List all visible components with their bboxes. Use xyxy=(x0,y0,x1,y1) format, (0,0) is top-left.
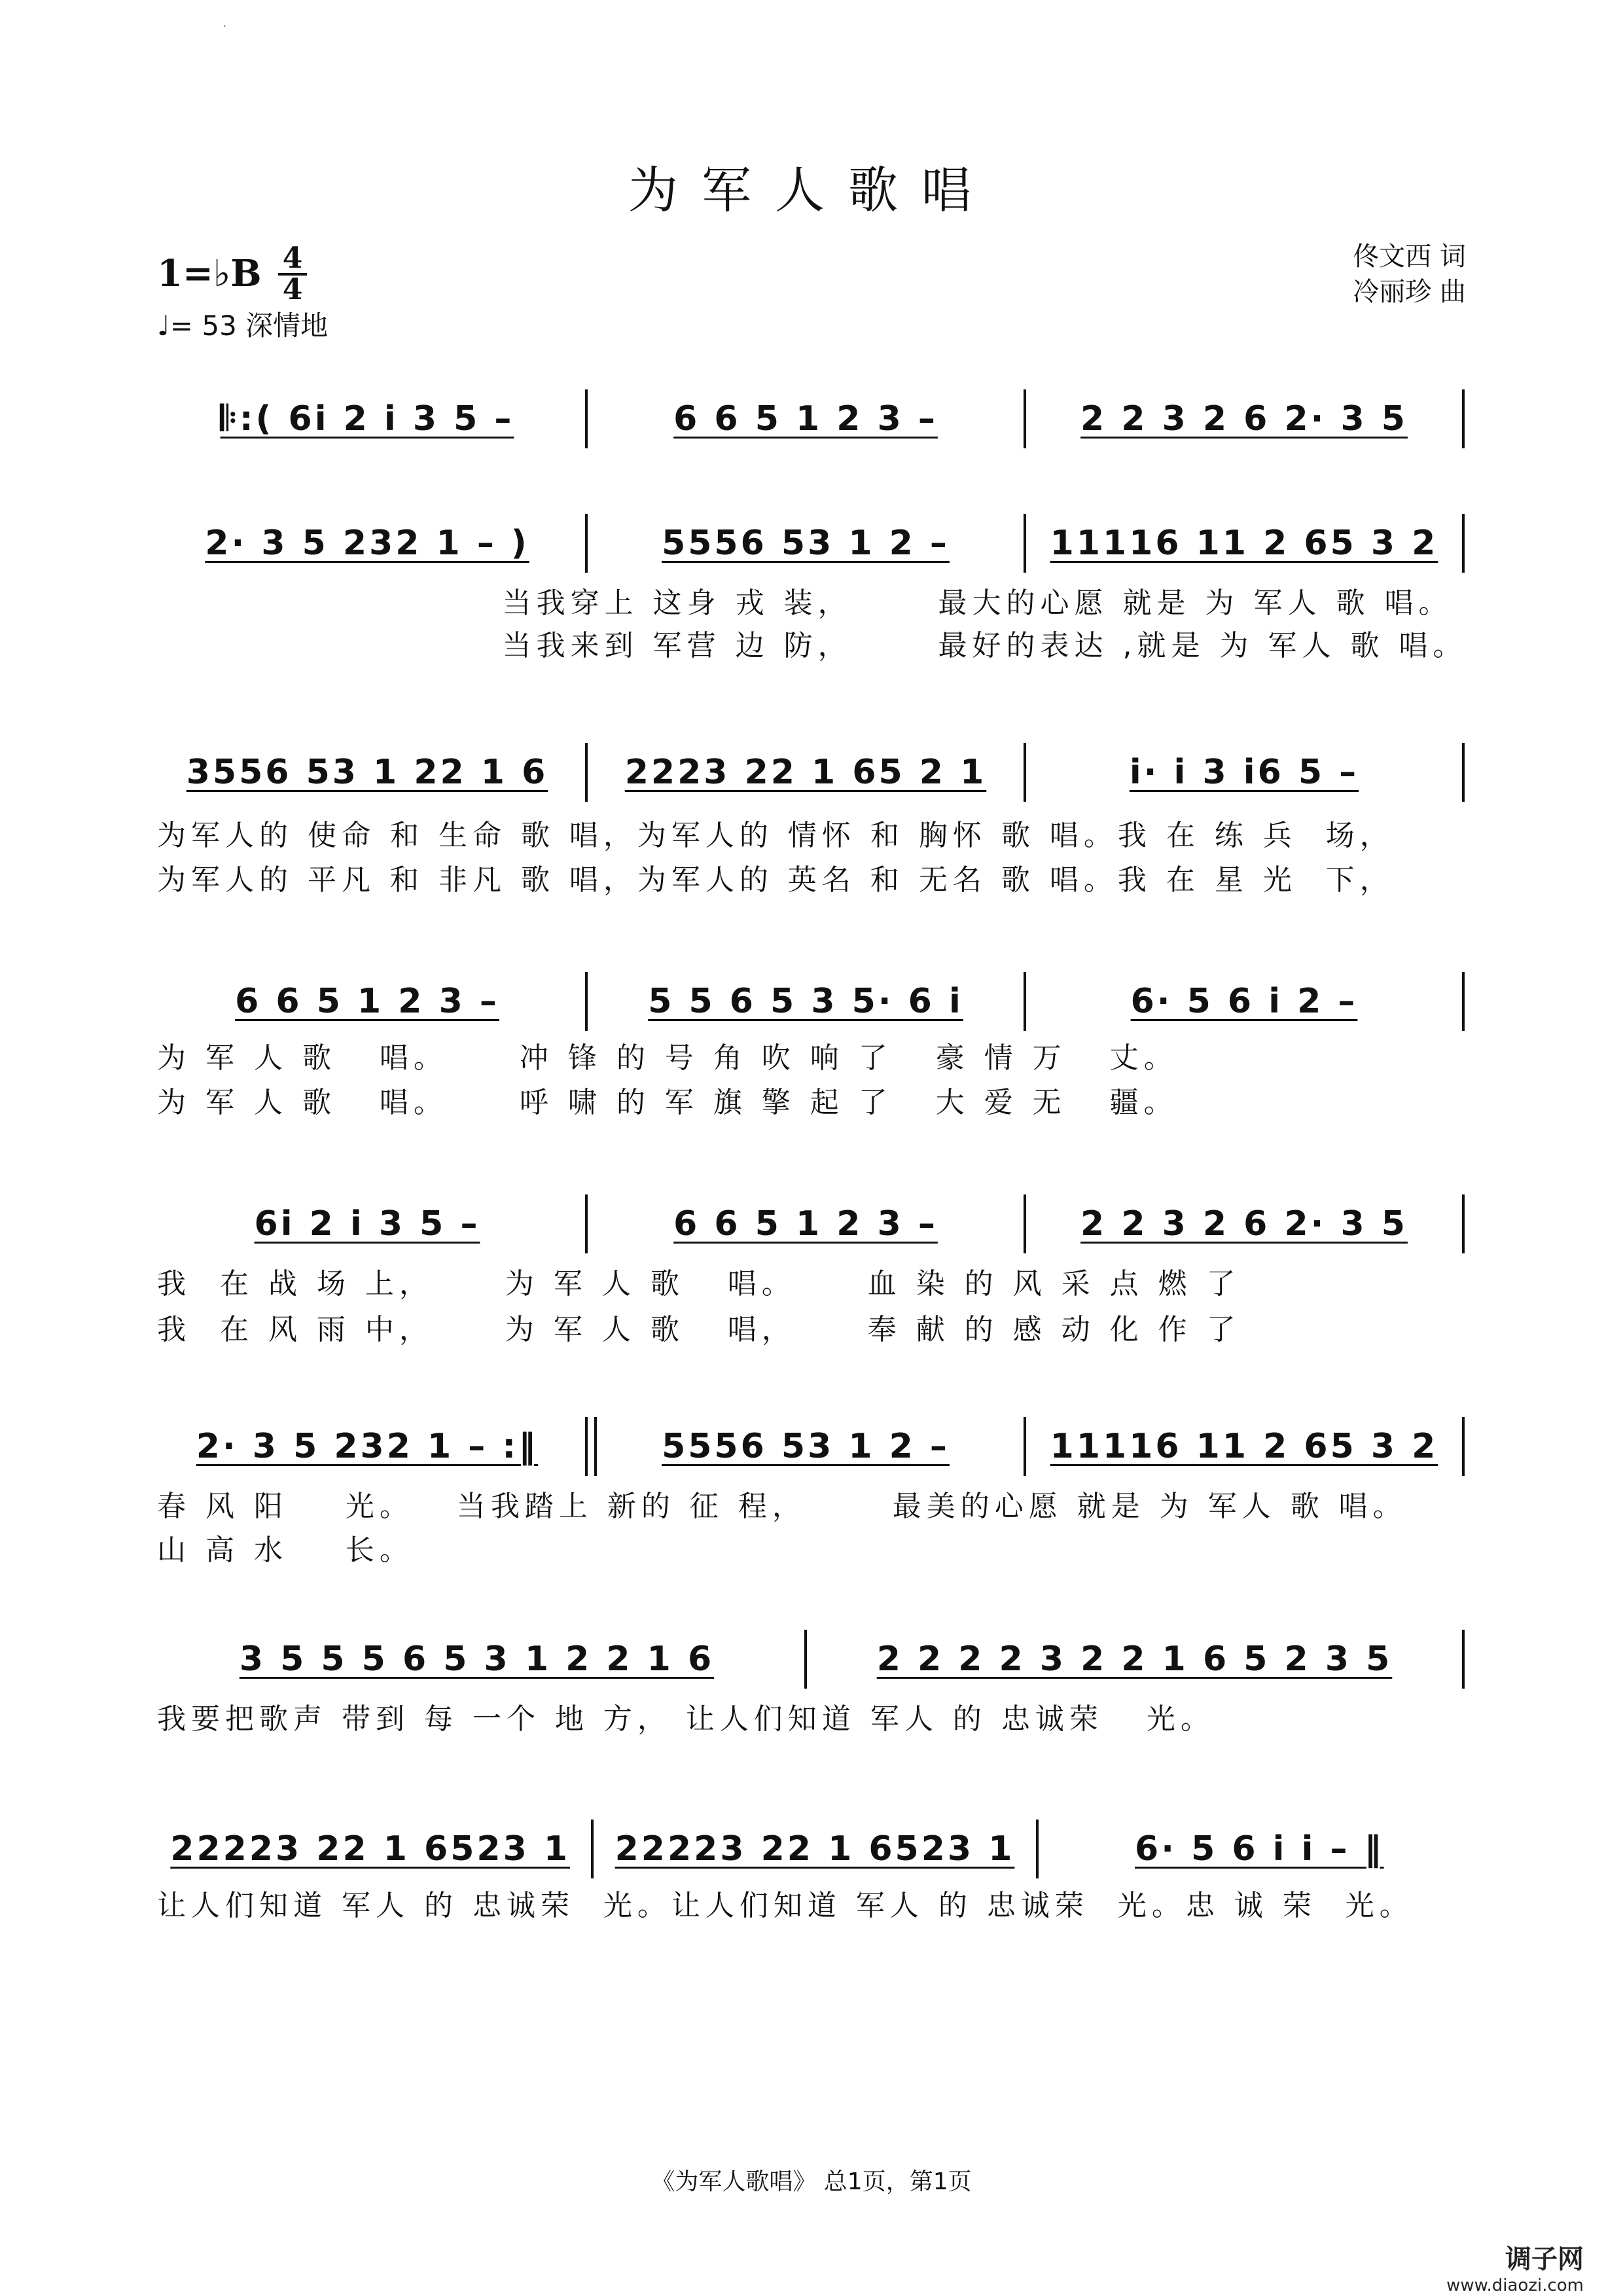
notation-row xyxy=(157,1626,1472,1692)
corner-mark: · xyxy=(223,18,227,34)
lyricist-credit: 佟文西 词 xyxy=(1353,242,1466,272)
barline xyxy=(591,1820,594,1878)
page-footer: 《为军人歌唱》 总1页，第1页 xyxy=(651,2168,972,2195)
barline xyxy=(1462,1194,1465,1253)
barline xyxy=(1462,1630,1465,1689)
barline xyxy=(585,1194,588,1253)
barline xyxy=(1462,1417,1465,1476)
measure: 2223 22 1 65 2 1 xyxy=(624,753,987,792)
measure: 22223 22 1 6523 1 xyxy=(615,1829,1015,1869)
site-watermark xyxy=(1446,2238,1584,2295)
measure: 6i 2 i 3 5 – xyxy=(254,1204,480,1244)
measure: 6 6 5 1 2 3 – xyxy=(673,399,938,439)
measure: 6· 5 6 i 2 – xyxy=(1130,982,1358,1021)
notation-row xyxy=(157,1191,1472,1257)
measure: 5556 53 1 2 – xyxy=(662,1427,950,1466)
barline xyxy=(1024,972,1026,1031)
song-title: 为军人歌唱 xyxy=(628,161,995,219)
barline xyxy=(1462,389,1465,448)
barline xyxy=(585,743,588,802)
lyric-verse-1: 为 军 人 歌 唱。 冲 锋 的 号 角 吹 响 了 豪 情 万 丈。 xyxy=(157,1041,1178,1075)
measure: 11116 11 2 65 3 2 xyxy=(1050,1427,1438,1466)
lyric-verse-2: 为 军 人 歌 唱。 呼 啸 的 军 旗 擎 起 了 大 爱 无 疆。 xyxy=(157,1086,1178,1119)
repeat-end-barline xyxy=(585,1417,588,1476)
tempo-marking: ♩= 53 深情地 xyxy=(157,310,329,342)
barline xyxy=(585,389,588,448)
time-signature xyxy=(278,242,307,306)
barline xyxy=(1462,514,1465,573)
lyric-verse-2: 当我来到 军营 边 防， 最好的表达 ,就是 为 军人 歌 唱。 xyxy=(157,629,1467,662)
measure: 6 6 5 1 2 3 – xyxy=(235,982,499,1021)
barline xyxy=(1024,1417,1026,1476)
measure: i· i 3 i6 5 – xyxy=(1129,753,1359,792)
measure: 11116 11 2 65 3 2 xyxy=(1050,524,1438,563)
composer-credit: 冷丽珍 曲 xyxy=(1353,277,1466,307)
watermark-name: 调子网 xyxy=(1505,2244,1584,2274)
lyric-verse-1: 让人们知道 军人 的 忠诚荣 光。让人们知道 军人 的 忠诚荣 光。忠 诚 荣 光。 xyxy=(157,1889,1414,1922)
measure: 3556 53 1 22 1 6 xyxy=(186,753,548,792)
measure: 2· 3 5 232 1 – :‖ xyxy=(196,1427,539,1466)
barline xyxy=(1024,1194,1026,1253)
barline xyxy=(1024,514,1026,573)
barline xyxy=(1024,743,1026,802)
lyric-verse-1: 我 在 战 场 上， 为 军 人 歌 唱。 血 染 的 风 采 点 燃 了 xyxy=(157,1267,1241,1300)
lyric-verse-1: 当我穿上 这身 戎 装， 最大的心愿 就是 为 军人 歌 唱。 xyxy=(157,586,1453,620)
notation-row xyxy=(157,1414,1472,1479)
lyric-verse-1: 春 风 阳 光。 当我踏上 新的 征 程， 最美的心愿 就是 为 军人 歌 唱。 xyxy=(157,1490,1407,1523)
measure: 2 2 2 2 3 2 2 1 6 5 2 3 5 xyxy=(876,1640,1393,1679)
measure: 5 5 6 5 3 5· 6 i xyxy=(648,982,963,1021)
watermark-url: www.diaozi.com xyxy=(1446,2276,1584,2295)
barline xyxy=(585,514,588,573)
lyric-verse-2: 山 高 水 长。 xyxy=(157,1534,414,1567)
measure: 2 2 3 2 6 2· 3 5 xyxy=(1080,399,1408,439)
barline xyxy=(585,972,588,1031)
lyric-verse-1: 我要把歌声 带到 每 一个 地 方， 让人们知道 军人 的 忠诚荣 光。 xyxy=(157,1702,1215,1736)
measure: 2· 3 5 232 1 – ) xyxy=(205,524,529,563)
measure: 2 2 3 2 6 2· 3 5 xyxy=(1080,1204,1408,1244)
measure: 3 5 5 5 6 5 3 1 2 2 1 6 xyxy=(239,1640,715,1679)
measure: 6 6 5 1 2 3 – xyxy=(673,1204,938,1244)
lyric-verse-2: 为军人的 平凡 和 非凡 歌 唱，为军人的 英名 和 无名 歌 唱。我 在 星 光 下， xyxy=(157,863,1394,897)
notation-row xyxy=(157,1816,1472,1882)
measure: 𝄆:( 6i 2 i 3 5 – xyxy=(220,399,514,439)
notation-row xyxy=(157,969,1472,1034)
notation-row xyxy=(157,386,1472,452)
lyric-verse-2: 我 在 风 雨 中， 为 军 人 歌 唱， 奉 献 的 感 动 化 作 了 xyxy=(157,1313,1241,1346)
measure: 6· 5 6 i i – ‖ xyxy=(1135,1829,1384,1869)
key-signature: 1=♭B xyxy=(157,252,262,295)
time-signature-bottom: 4 xyxy=(282,273,303,306)
time-signature-top: 4 xyxy=(282,242,303,275)
barline xyxy=(804,1630,807,1689)
notation-row xyxy=(157,511,1472,576)
measure: 22223 22 1 6523 1 xyxy=(170,1829,571,1869)
notation-row xyxy=(157,740,1472,805)
barline xyxy=(1462,972,1465,1031)
barline xyxy=(1024,389,1026,448)
barline xyxy=(1036,1820,1039,1878)
measure: 5556 53 1 2 – xyxy=(662,524,950,563)
credits xyxy=(1353,239,1466,310)
lyric-verse-1: 为军人的 使命 和 生命 歌 唱，为军人的 情怀 和 胸怀 歌 唱。我 在 练 兵 场， xyxy=(157,819,1394,852)
barline xyxy=(1462,743,1465,802)
